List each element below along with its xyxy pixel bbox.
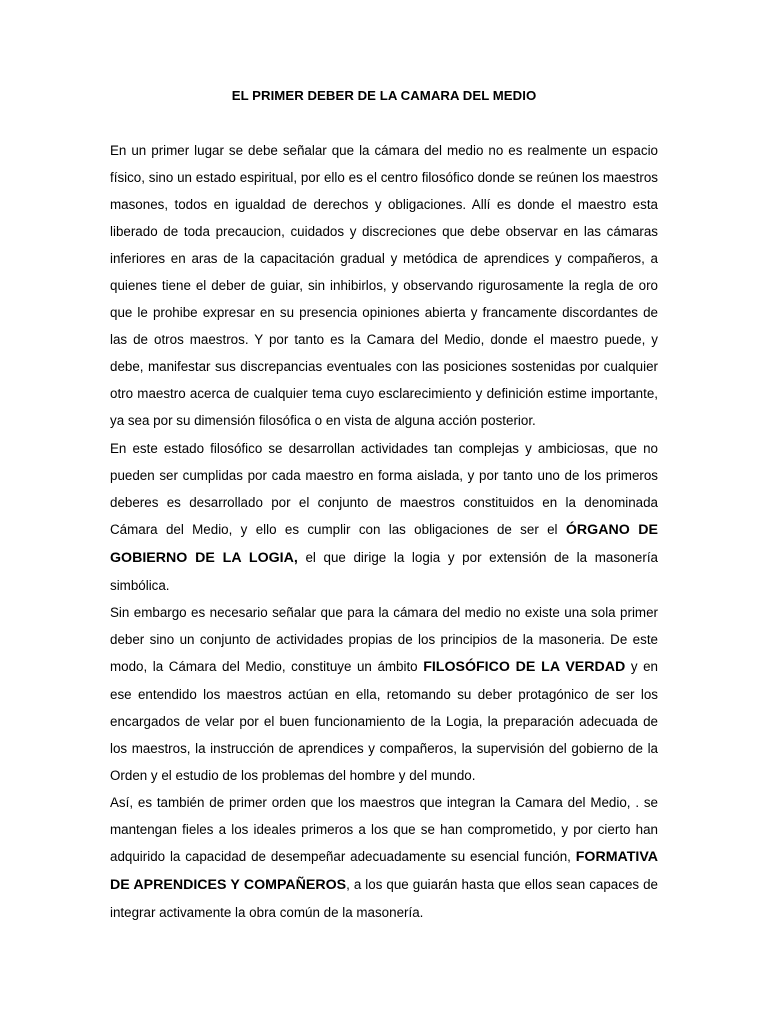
paragraph-2-text-b: el que dirige la logia y por extensión de la masonería simbólica. — [110, 549, 658, 593]
document-body — [110, 137, 658, 926]
paragraph-4-text-a: Así, es también de primer orden que los maestros que integran la Camara del Medio, . se mantengan fieles a los ideales primeros a los que se han comprometido, y por cierto han adquirido la capacidad de desempeñar adecuadamente su esencial función, — [110, 795, 658, 865]
document-title: EL PRIMER DEBER DE LA CAMARA DEL MEDIO — [231, 88, 537, 103]
paragraph-4 — [110, 789, 658, 926]
emphasis-formativa-de-aprendices: FORMATIVA DE APRENDICES Y COMPAÑEROS — [110, 849, 658, 894]
paragraph-2 — [110, 435, 658, 599]
emphasis-filosofico-de-la-verdad: FILOSÓFICO DE LA VERDAD — [423, 658, 626, 675]
emphasis-organo-de-gobierno: ÓRGANO DE GOBIERNO DE LA LOGIA, — [110, 521, 658, 566]
paragraph-3-text-a: Sin embargo es necesario señalar que para la cámara del medio no existe una sola primer deber sino un conjunto de actividades propias de los principios de la masoneria. De este modo, la Cámara del Medio, constituye un ámbito — [110, 604, 658, 674]
paragraph-1: En un primer lugar se debe señalar que la cámara del medio no es realmente un espacio físico, sino un estado espiritual, por ello es el centro filosófico donde se reúnen los maestros masones, todos en igualdad de derechos y obligaciones. Allí es donde el maestro esta liberado de toda precaucion, cuidados y discreciones que debe observar en las cámaras inferiores en aras de la capacitación gradual y metódica de aprendices y compañeros, a quienes tiene el deber de guiar, sin inhibirlos, y observando rigurosamente la regla de oro que le prohibe expresar en su presencia opiniones abierta y francamente discordantes de las de otros maestros. Y por tanto es la Camara del Medio, donde el maestro puede, y debe, manifestar sus discrepancias eventuales con las posiciones sostenidas por cualquier otro maestro acerca de cualquier tema cuyo esclarecimiento y definición estime importante, ya sea por su dimensión filosófica o en vista de alguna acción posterior. — [110, 143, 658, 429]
paragraph-3 — [110, 599, 658, 789]
paragraph-3-text-b: y en ese entendido los maestros actúan en ella, retomando su deber protagónico de ser los encargados de velar por el buen funcionamiento de la Logia, la preparación adecuada de los maestros, la instrucción de aprendices y compañeros, la supervisión del gobierno de la Orden y el estudio de los problemas del hombre y del mundo. — [110, 658, 658, 784]
paragraph-4-text-b: , a los que guiarán hasta que ellos sean capaces de integrar activamente la obra común de la masonería. — [110, 877, 658, 921]
paragraph-2-text-a: En este estado filosófico se desarrollan actividades tan complejas y ambiciosas, que no pueden ser cumplidas por cada maestro en forma aislada, y por tanto uno de los primeros deberes es desarrollado por el conjunto de maestros constituidos en la denominada Cámara del Medio, y ello es cumplir con las obligaciones de ser el — [110, 440, 658, 537]
